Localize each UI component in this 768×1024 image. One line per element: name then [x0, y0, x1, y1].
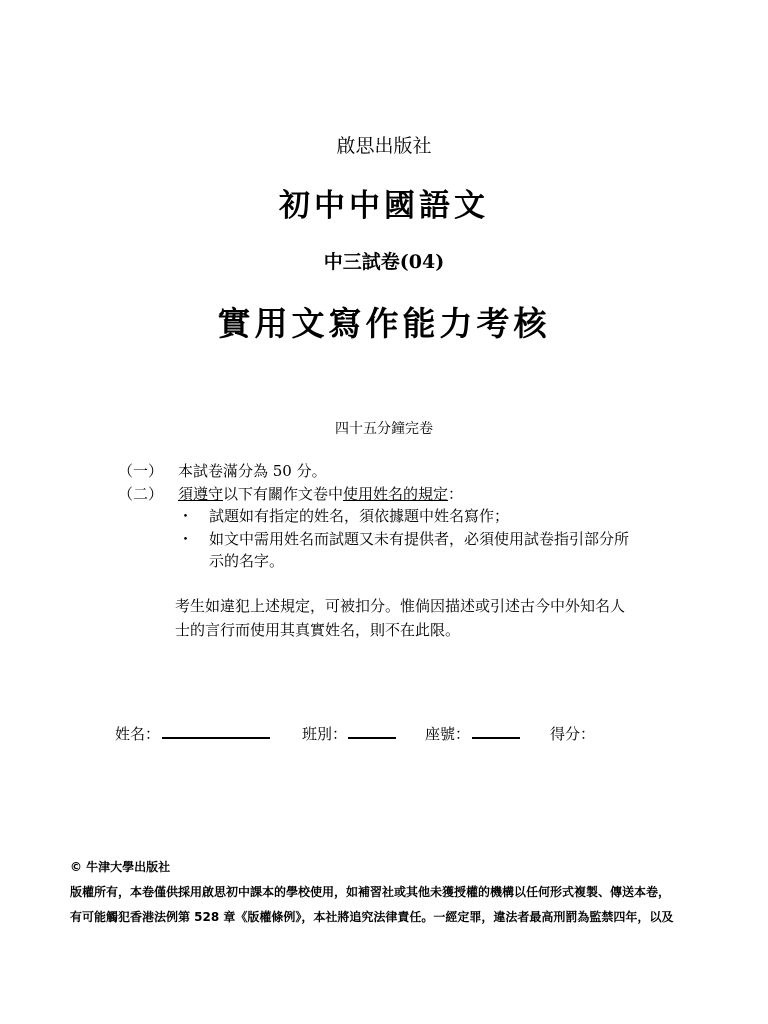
- name-input-line[interactable]: [162, 723, 270, 739]
- publisher-name: 啟思出版社: [336, 135, 432, 157]
- score-label: 得分：: [550, 725, 596, 743]
- exam-title: 實用文寫作能力考核: [217, 304, 551, 343]
- rule-2-number: （二）: [118, 485, 164, 503]
- rule-1-text: 本試卷滿分為 50 分。: [178, 462, 327, 480]
- penalty-note-line-2: 士的言行而使用其真實姓名，則不在此限。: [175, 621, 461, 639]
- rule-2-text-mid: 以下有關作文卷中: [223, 485, 344, 503]
- bullet-2-text-line-1: 如文中需用姓名而試題又未有提供者，必須使用試卷指引部分所: [209, 530, 630, 548]
- rule-2-colon: ：: [448, 485, 464, 503]
- course-title: 初中中國語文: [279, 188, 489, 224]
- exam-duration: 四十五分鐘完卷: [335, 421, 433, 437]
- bullet-2-text-line-2: 示的名字。: [209, 552, 285, 570]
- student-info-fields: [115, 723, 715, 743]
- copyright-line-2: 有可能觸犯香港法例第 528 章《版權條例》，本社將追究法律責任。一經定罪，違法者最高刑罰為監禁四年，以及: [70, 910, 674, 924]
- rule-2-underlined-2: 使用姓名的規定: [343, 485, 449, 503]
- rule-2-underlined-1: 須遵守: [178, 485, 224, 503]
- copyright-holder: © 牛津大學出版社: [70, 860, 171, 874]
- name-label: 姓名：: [115, 725, 161, 743]
- penalty-note-line-1: 考生如違犯上述規定，可被扣分。惟倘因描述或引述古今中外知名人: [175, 597, 626, 615]
- seat-input-line[interactable]: [472, 723, 520, 739]
- bullet-1-text: 試題如有指定的姓名，須依據題中姓名寫作；: [209, 507, 510, 525]
- rule-2-text: [178, 483, 463, 505]
- seat-label: 座號：: [425, 725, 471, 743]
- class-label: 班別：: [302, 725, 348, 743]
- paper-number: 中三試卷(04): [323, 251, 445, 273]
- rule-1-number: （一）: [118, 462, 164, 480]
- bullet-icon: ・: [178, 507, 194, 525]
- bullet-icon: ・: [178, 530, 194, 548]
- copyright-footer: [70, 855, 710, 930]
- copyright-line-1: 版權所有，本卷僅供採用啟思初中課本的學校使用，如補習社或其他未獲授權的機構以任何形式複製、傳送本卷，: [70, 885, 671, 899]
- class-input-line[interactable]: [348, 723, 396, 739]
- penalty-note: [175, 594, 655, 642]
